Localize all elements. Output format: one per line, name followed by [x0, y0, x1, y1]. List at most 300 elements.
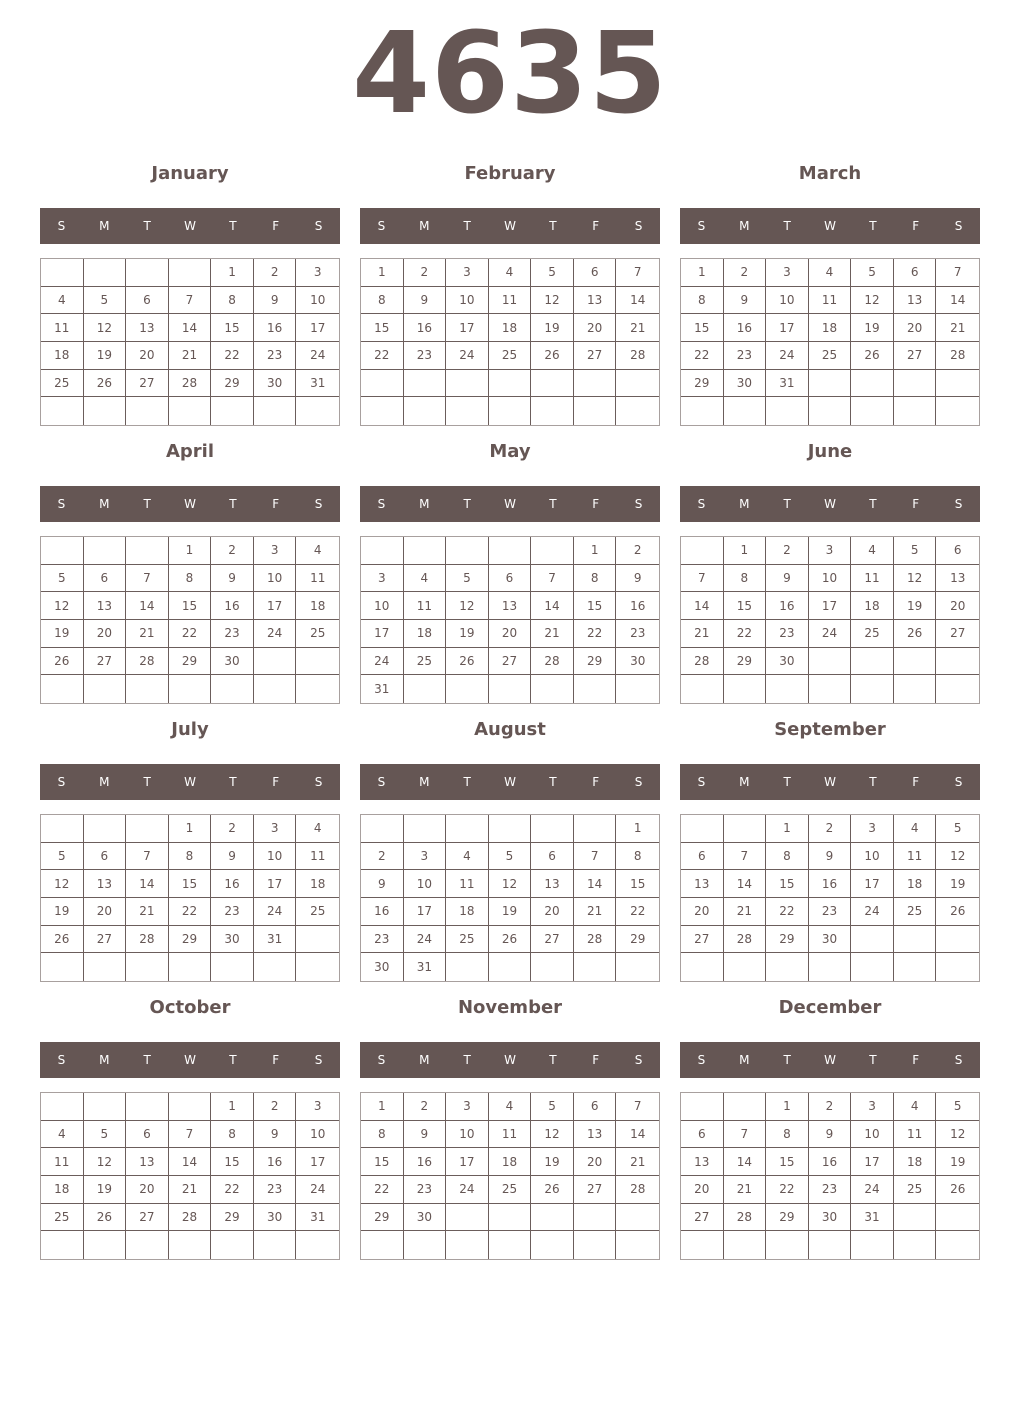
weekday-label: T	[869, 1053, 877, 1067]
empty-day-cell	[681, 675, 724, 703]
weekday-label: T	[143, 1053, 151, 1067]
empty-day-cell	[489, 537, 532, 565]
day-cell: 24	[361, 648, 404, 676]
empty-day-cell	[84, 675, 127, 703]
empty-day-cell	[936, 1231, 979, 1259]
empty-day-cell	[361, 370, 404, 398]
day-cell: 8	[616, 843, 659, 871]
day-cell: 3	[446, 259, 489, 287]
weekday-label: S	[57, 1053, 66, 1067]
day-cell: 22	[616, 898, 659, 926]
day-cell: 22	[574, 620, 617, 648]
weekday-header	[40, 486, 340, 522]
day-cell: 14	[169, 314, 212, 342]
day-cell: 11	[296, 843, 339, 871]
empty-day-cell	[809, 953, 852, 981]
day-cell: 17	[404, 898, 447, 926]
day-cell: 5	[936, 1093, 979, 1121]
day-cell: 8	[681, 287, 724, 315]
day-cell: 8	[724, 565, 767, 593]
day-cell: 5	[851, 259, 894, 287]
month-title: March	[798, 163, 862, 184]
empty-day-cell	[126, 953, 169, 981]
empty-day-cell	[84, 953, 127, 981]
empty-day-cell	[724, 397, 767, 425]
day-cell: 19	[936, 870, 979, 898]
day-cell: 1	[574, 537, 617, 565]
empty-day-cell	[211, 953, 254, 981]
day-cell: 28	[126, 648, 169, 676]
day-cell: 14	[616, 287, 659, 315]
day-cell: 16	[404, 314, 447, 342]
day-cell: 23	[809, 898, 852, 926]
day-cell: 30	[724, 370, 767, 398]
weekday-label: T	[463, 497, 471, 511]
day-cell: 20	[84, 898, 127, 926]
day-cell: 27	[681, 926, 724, 954]
day-cell: 29	[361, 1204, 404, 1232]
weekday-label: F	[272, 1053, 280, 1067]
weekday-header	[360, 208, 660, 244]
empty-day-cell	[169, 397, 212, 425]
day-cell: 21	[681, 620, 724, 648]
empty-day-cell	[169, 1093, 212, 1121]
day-cell: 6	[126, 1121, 169, 1149]
day-cell: 16	[211, 592, 254, 620]
day-cell: 2	[361, 843, 404, 871]
empty-day-cell	[574, 815, 617, 843]
weekday-label: W	[184, 775, 196, 789]
day-cell: 15	[169, 870, 212, 898]
weekday-label: S	[314, 775, 323, 789]
weekday-label: S	[57, 497, 66, 511]
empty-day-cell	[851, 648, 894, 676]
weekday-label: S	[314, 497, 323, 511]
day-cell: 30	[254, 370, 297, 398]
weekday-label: W	[824, 219, 836, 233]
day-cell: 14	[126, 870, 169, 898]
day-cell: 27	[574, 342, 617, 370]
day-cell: 12	[936, 1121, 979, 1149]
empty-day-cell	[254, 648, 297, 676]
day-cell: 27	[574, 1176, 617, 1204]
day-cell: 4	[489, 1093, 532, 1121]
day-cell: 18	[489, 1148, 532, 1176]
day-cell: 2	[766, 537, 809, 565]
day-grid	[680, 536, 980, 704]
day-cell: 28	[936, 342, 979, 370]
day-cell: 16	[404, 1148, 447, 1176]
day-cell: 4	[894, 1093, 937, 1121]
weekday-label: F	[912, 775, 920, 789]
empty-day-cell	[851, 397, 894, 425]
day-cell: 9	[809, 843, 852, 871]
empty-day-cell	[851, 953, 894, 981]
day-cell: 31	[404, 953, 447, 981]
day-cell: 14	[936, 287, 979, 315]
weekday-label: F	[272, 775, 280, 789]
day-cell: 31	[296, 370, 339, 398]
empty-day-cell	[41, 1093, 84, 1121]
empty-day-cell	[574, 370, 617, 398]
day-cell: 7	[126, 843, 169, 871]
day-cell: 21	[724, 1176, 767, 1204]
empty-day-cell	[894, 953, 937, 981]
day-cell: 7	[936, 259, 979, 287]
day-cell: 2	[211, 815, 254, 843]
day-cell: 3	[446, 1093, 489, 1121]
day-cell: 31	[766, 370, 809, 398]
empty-day-cell	[681, 953, 724, 981]
weekday-label: T	[229, 775, 237, 789]
day-cell: 30	[211, 648, 254, 676]
day-cell: 8	[211, 1121, 254, 1149]
empty-day-cell	[41, 1231, 84, 1259]
day-cell: 6	[126, 287, 169, 315]
day-cell: 28	[616, 1176, 659, 1204]
weekday-label: T	[783, 1053, 791, 1067]
day-cell: 6	[574, 1093, 617, 1121]
day-cell: 5	[531, 259, 574, 287]
day-cell: 29	[724, 648, 767, 676]
day-cell: 7	[126, 565, 169, 593]
day-cell: 21	[724, 898, 767, 926]
weekday-label: F	[272, 497, 280, 511]
day-cell: 27	[531, 926, 574, 954]
weekday-label: T	[869, 219, 877, 233]
day-cell: 20	[489, 620, 532, 648]
weekday-label: M	[99, 497, 110, 511]
day-grid	[680, 258, 980, 426]
weekday-label: T	[143, 219, 151, 233]
day-cell: 2	[211, 537, 254, 565]
weekday-label: F	[592, 219, 600, 233]
day-cell: 26	[894, 620, 937, 648]
day-cell: 19	[531, 314, 574, 342]
day-grid	[360, 536, 660, 704]
day-cell: 9	[809, 1121, 852, 1149]
empty-day-cell	[616, 953, 659, 981]
empty-day-cell	[936, 675, 979, 703]
empty-day-cell	[169, 953, 212, 981]
day-cell: 21	[531, 620, 574, 648]
day-cell: 3	[851, 1093, 894, 1121]
day-cell: 13	[574, 1121, 617, 1149]
empty-day-cell	[489, 397, 532, 425]
day-cell: 6	[574, 259, 617, 287]
weekday-label: S	[377, 219, 386, 233]
day-cell: 15	[616, 870, 659, 898]
day-cell: 26	[41, 926, 84, 954]
day-cell: 1	[211, 259, 254, 287]
day-cell: 7	[531, 565, 574, 593]
day-cell: 29	[169, 648, 212, 676]
weekday-label: S	[954, 219, 963, 233]
day-cell: 18	[809, 314, 852, 342]
day-cell: 28	[169, 370, 212, 398]
day-cell: 13	[574, 287, 617, 315]
empty-day-cell	[361, 1231, 404, 1259]
day-cell: 22	[169, 620, 212, 648]
weekday-label: T	[783, 219, 791, 233]
year-title: 4635	[352, 9, 668, 139]
day-cell: 16	[254, 314, 297, 342]
empty-day-cell	[894, 926, 937, 954]
day-grid	[40, 1092, 340, 1260]
day-cell: 24	[296, 1176, 339, 1204]
day-cell: 10	[254, 843, 297, 871]
day-cell: 5	[84, 287, 127, 315]
day-cell: 14	[616, 1121, 659, 1149]
empty-day-cell	[404, 815, 447, 843]
day-cell: 19	[894, 592, 937, 620]
empty-day-cell	[126, 259, 169, 287]
day-cell: 12	[41, 870, 84, 898]
day-cell: 25	[894, 1176, 937, 1204]
day-cell: 25	[41, 1204, 84, 1232]
day-cell: 11	[446, 870, 489, 898]
weekday-label: T	[549, 497, 557, 511]
weekday-label: S	[697, 775, 706, 789]
empty-day-cell	[616, 370, 659, 398]
empty-day-cell	[936, 370, 979, 398]
day-cell: 30	[361, 953, 404, 981]
weekday-header	[680, 1042, 980, 1078]
day-cell: 12	[936, 843, 979, 871]
day-cell: 19	[84, 1176, 127, 1204]
day-cell: 25	[446, 926, 489, 954]
day-cell: 5	[41, 565, 84, 593]
day-cell: 14	[574, 870, 617, 898]
day-cell: 10	[446, 1121, 489, 1149]
weekday-label: W	[184, 497, 196, 511]
empty-day-cell	[936, 926, 979, 954]
day-cell: 13	[126, 1148, 169, 1176]
day-cell: 8	[766, 1121, 809, 1149]
day-cell: 17	[296, 1148, 339, 1176]
day-cell: 14	[681, 592, 724, 620]
day-cell: 17	[361, 620, 404, 648]
day-cell: 17	[296, 314, 339, 342]
empty-day-cell	[446, 815, 489, 843]
empty-day-cell	[169, 259, 212, 287]
empty-day-cell	[84, 259, 127, 287]
day-cell: 24	[446, 1176, 489, 1204]
empty-day-cell	[724, 1231, 767, 1259]
weekday-label: M	[419, 775, 430, 789]
day-cell: 22	[724, 620, 767, 648]
day-cell: 15	[766, 870, 809, 898]
day-cell: 21	[936, 314, 979, 342]
empty-day-cell	[126, 1093, 169, 1121]
day-cell: 7	[169, 287, 212, 315]
empty-day-cell	[681, 397, 724, 425]
day-cell: 25	[296, 898, 339, 926]
empty-day-cell	[724, 1093, 767, 1121]
weekday-label: M	[419, 1053, 430, 1067]
weekday-label: S	[634, 219, 643, 233]
day-cell: 3	[809, 537, 852, 565]
day-cell: 16	[809, 1148, 852, 1176]
weekday-label: W	[504, 1053, 516, 1067]
day-cell: 23	[724, 342, 767, 370]
weekday-label: T	[229, 1053, 237, 1067]
day-cell: 18	[894, 1148, 937, 1176]
day-cell: 13	[84, 870, 127, 898]
weekday-label: F	[912, 497, 920, 511]
day-cell: 21	[616, 1148, 659, 1176]
day-cell: 8	[211, 287, 254, 315]
day-cell: 5	[936, 815, 979, 843]
day-cell: 14	[169, 1148, 212, 1176]
day-cell: 14	[724, 1148, 767, 1176]
empty-day-cell	[531, 370, 574, 398]
empty-day-cell	[169, 675, 212, 703]
weekday-label: T	[869, 775, 877, 789]
empty-day-cell	[894, 370, 937, 398]
day-cell: 5	[489, 843, 532, 871]
weekday-label: M	[739, 1053, 750, 1067]
day-cell: 6	[489, 565, 532, 593]
day-cell: 22	[361, 1176, 404, 1204]
day-cell: 27	[84, 648, 127, 676]
day-cell: 23	[404, 1176, 447, 1204]
day-cell: 16	[211, 870, 254, 898]
day-cell: 19	[446, 620, 489, 648]
empty-day-cell	[446, 1231, 489, 1259]
empty-day-cell	[936, 1204, 979, 1232]
weekday-label: W	[824, 497, 836, 511]
day-cell: 2	[254, 259, 297, 287]
weekday-label: W	[504, 219, 516, 233]
day-cell: 4	[404, 565, 447, 593]
day-cell: 11	[894, 843, 937, 871]
day-cell: 8	[361, 1121, 404, 1149]
day-cell: 16	[361, 898, 404, 926]
day-cell: 2	[254, 1093, 297, 1121]
day-cell: 29	[766, 1204, 809, 1232]
weekday-label: T	[549, 1053, 557, 1067]
weekday-header	[680, 486, 980, 522]
day-cell: 28	[531, 648, 574, 676]
weekday-label: T	[463, 1053, 471, 1067]
day-cell: 11	[41, 314, 84, 342]
day-cell: 30	[211, 926, 254, 954]
day-cell: 29	[681, 370, 724, 398]
day-cell: 13	[531, 870, 574, 898]
day-cell: 5	[894, 537, 937, 565]
day-cell: 24	[809, 620, 852, 648]
month-title: January	[151, 163, 229, 184]
day-cell: 16	[616, 592, 659, 620]
weekday-label: S	[697, 1053, 706, 1067]
day-cell: 22	[361, 342, 404, 370]
day-cell: 4	[41, 1121, 84, 1149]
day-cell: 20	[84, 620, 127, 648]
empty-day-cell	[851, 1231, 894, 1259]
empty-day-cell	[851, 675, 894, 703]
day-cell: 7	[724, 1121, 767, 1149]
day-cell: 4	[851, 537, 894, 565]
day-cell: 24	[296, 342, 339, 370]
month-title: June	[807, 441, 853, 462]
empty-day-cell	[766, 1231, 809, 1259]
day-cell: 24	[766, 342, 809, 370]
weekday-label: T	[869, 497, 877, 511]
empty-day-cell	[254, 675, 297, 703]
empty-day-cell	[296, 953, 339, 981]
day-cell: 3	[296, 1093, 339, 1121]
empty-day-cell	[41, 953, 84, 981]
empty-day-cell	[851, 926, 894, 954]
weekday-label: W	[824, 775, 836, 789]
empty-day-cell	[489, 675, 532, 703]
day-cell: 1	[766, 815, 809, 843]
empty-day-cell	[681, 537, 724, 565]
day-cell: 28	[724, 926, 767, 954]
day-cell: 18	[894, 870, 937, 898]
empty-day-cell	[894, 397, 937, 425]
day-grid	[40, 536, 340, 704]
day-cell: 1	[361, 1093, 404, 1121]
day-cell: 21	[616, 314, 659, 342]
day-cell: 17	[851, 1148, 894, 1176]
day-cell: 6	[84, 565, 127, 593]
day-cell: 1	[211, 1093, 254, 1121]
empty-day-cell	[446, 1204, 489, 1232]
day-cell: 25	[41, 370, 84, 398]
empty-day-cell	[894, 675, 937, 703]
weekday-label: S	[634, 775, 643, 789]
day-cell: 8	[361, 287, 404, 315]
weekday-header	[40, 1042, 340, 1078]
day-cell: 1	[616, 815, 659, 843]
weekday-label: T	[783, 775, 791, 789]
day-cell: 10	[809, 565, 852, 593]
day-cell: 30	[809, 926, 852, 954]
weekday-label: S	[57, 775, 66, 789]
day-cell: 2	[616, 537, 659, 565]
empty-day-cell	[724, 675, 767, 703]
empty-day-cell	[724, 815, 767, 843]
empty-day-cell	[254, 397, 297, 425]
day-cell: 20	[531, 898, 574, 926]
weekday-label: S	[377, 1053, 386, 1067]
day-cell: 29	[574, 648, 617, 676]
day-cell: 11	[296, 565, 339, 593]
day-cell: 12	[851, 287, 894, 315]
day-cell: 23	[404, 342, 447, 370]
day-cell: 19	[41, 620, 84, 648]
day-cell: 28	[681, 648, 724, 676]
day-cell: 15	[724, 592, 767, 620]
empty-day-cell	[126, 815, 169, 843]
day-cell: 10	[361, 592, 404, 620]
day-grid	[360, 258, 660, 426]
day-cell: 26	[851, 342, 894, 370]
weekday-label: F	[912, 1053, 920, 1067]
day-cell: 20	[126, 342, 169, 370]
empty-day-cell	[531, 397, 574, 425]
empty-day-cell	[531, 537, 574, 565]
day-cell: 15	[211, 1148, 254, 1176]
day-cell: 28	[126, 926, 169, 954]
day-cell: 11	[489, 1121, 532, 1149]
day-cell: 23	[361, 926, 404, 954]
day-cell: 23	[809, 1176, 852, 1204]
day-cell: 20	[681, 1176, 724, 1204]
day-cell: 14	[531, 592, 574, 620]
